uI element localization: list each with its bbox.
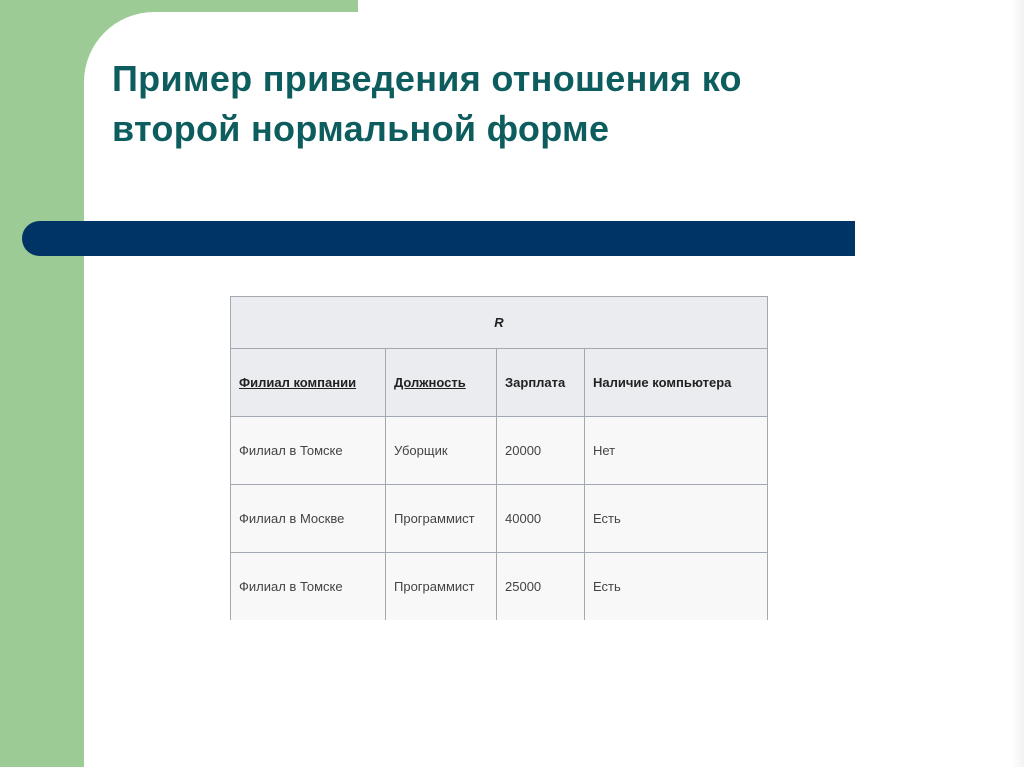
cell-branch: Филиал в Москве: [231, 485, 386, 553]
header-computer: Наличие компьютера: [585, 349, 768, 417]
green-side-strip: [0, 0, 84, 767]
header-position: Должность: [386, 349, 497, 417]
right-edge-shadow: [1012, 0, 1024, 767]
cell-branch: Филиал в Томске: [231, 553, 386, 621]
relation-table-container: [230, 296, 768, 620]
cell-salary: 40000: [497, 485, 585, 553]
slide-title: Пример приведения отношения ко второй нормальной форме: [112, 58, 742, 149]
cell-salary: 20000: [497, 417, 585, 485]
table-row: [231, 553, 768, 621]
table-caption-row: [231, 297, 768, 349]
table-header-row: [231, 349, 768, 417]
cell-position: Программист: [386, 485, 497, 553]
cell-computer: Нет: [585, 417, 768, 485]
cell-computer: Есть: [585, 553, 768, 621]
table-caption: R: [231, 297, 768, 349]
cell-computer: Есть: [585, 485, 768, 553]
relation-table: [230, 296, 768, 620]
cell-position: Уборщик: [386, 417, 497, 485]
header-salary: Зарплата: [497, 349, 585, 417]
header-branch: Филиал компании: [231, 349, 386, 417]
table-row: [231, 485, 768, 553]
cell-salary: 25000: [497, 553, 585, 621]
cell-position: Программист: [386, 553, 497, 621]
cell-branch: Филиал в Томске: [231, 417, 386, 485]
title-underline-bar: [22, 221, 855, 256]
table-row: [231, 417, 768, 485]
